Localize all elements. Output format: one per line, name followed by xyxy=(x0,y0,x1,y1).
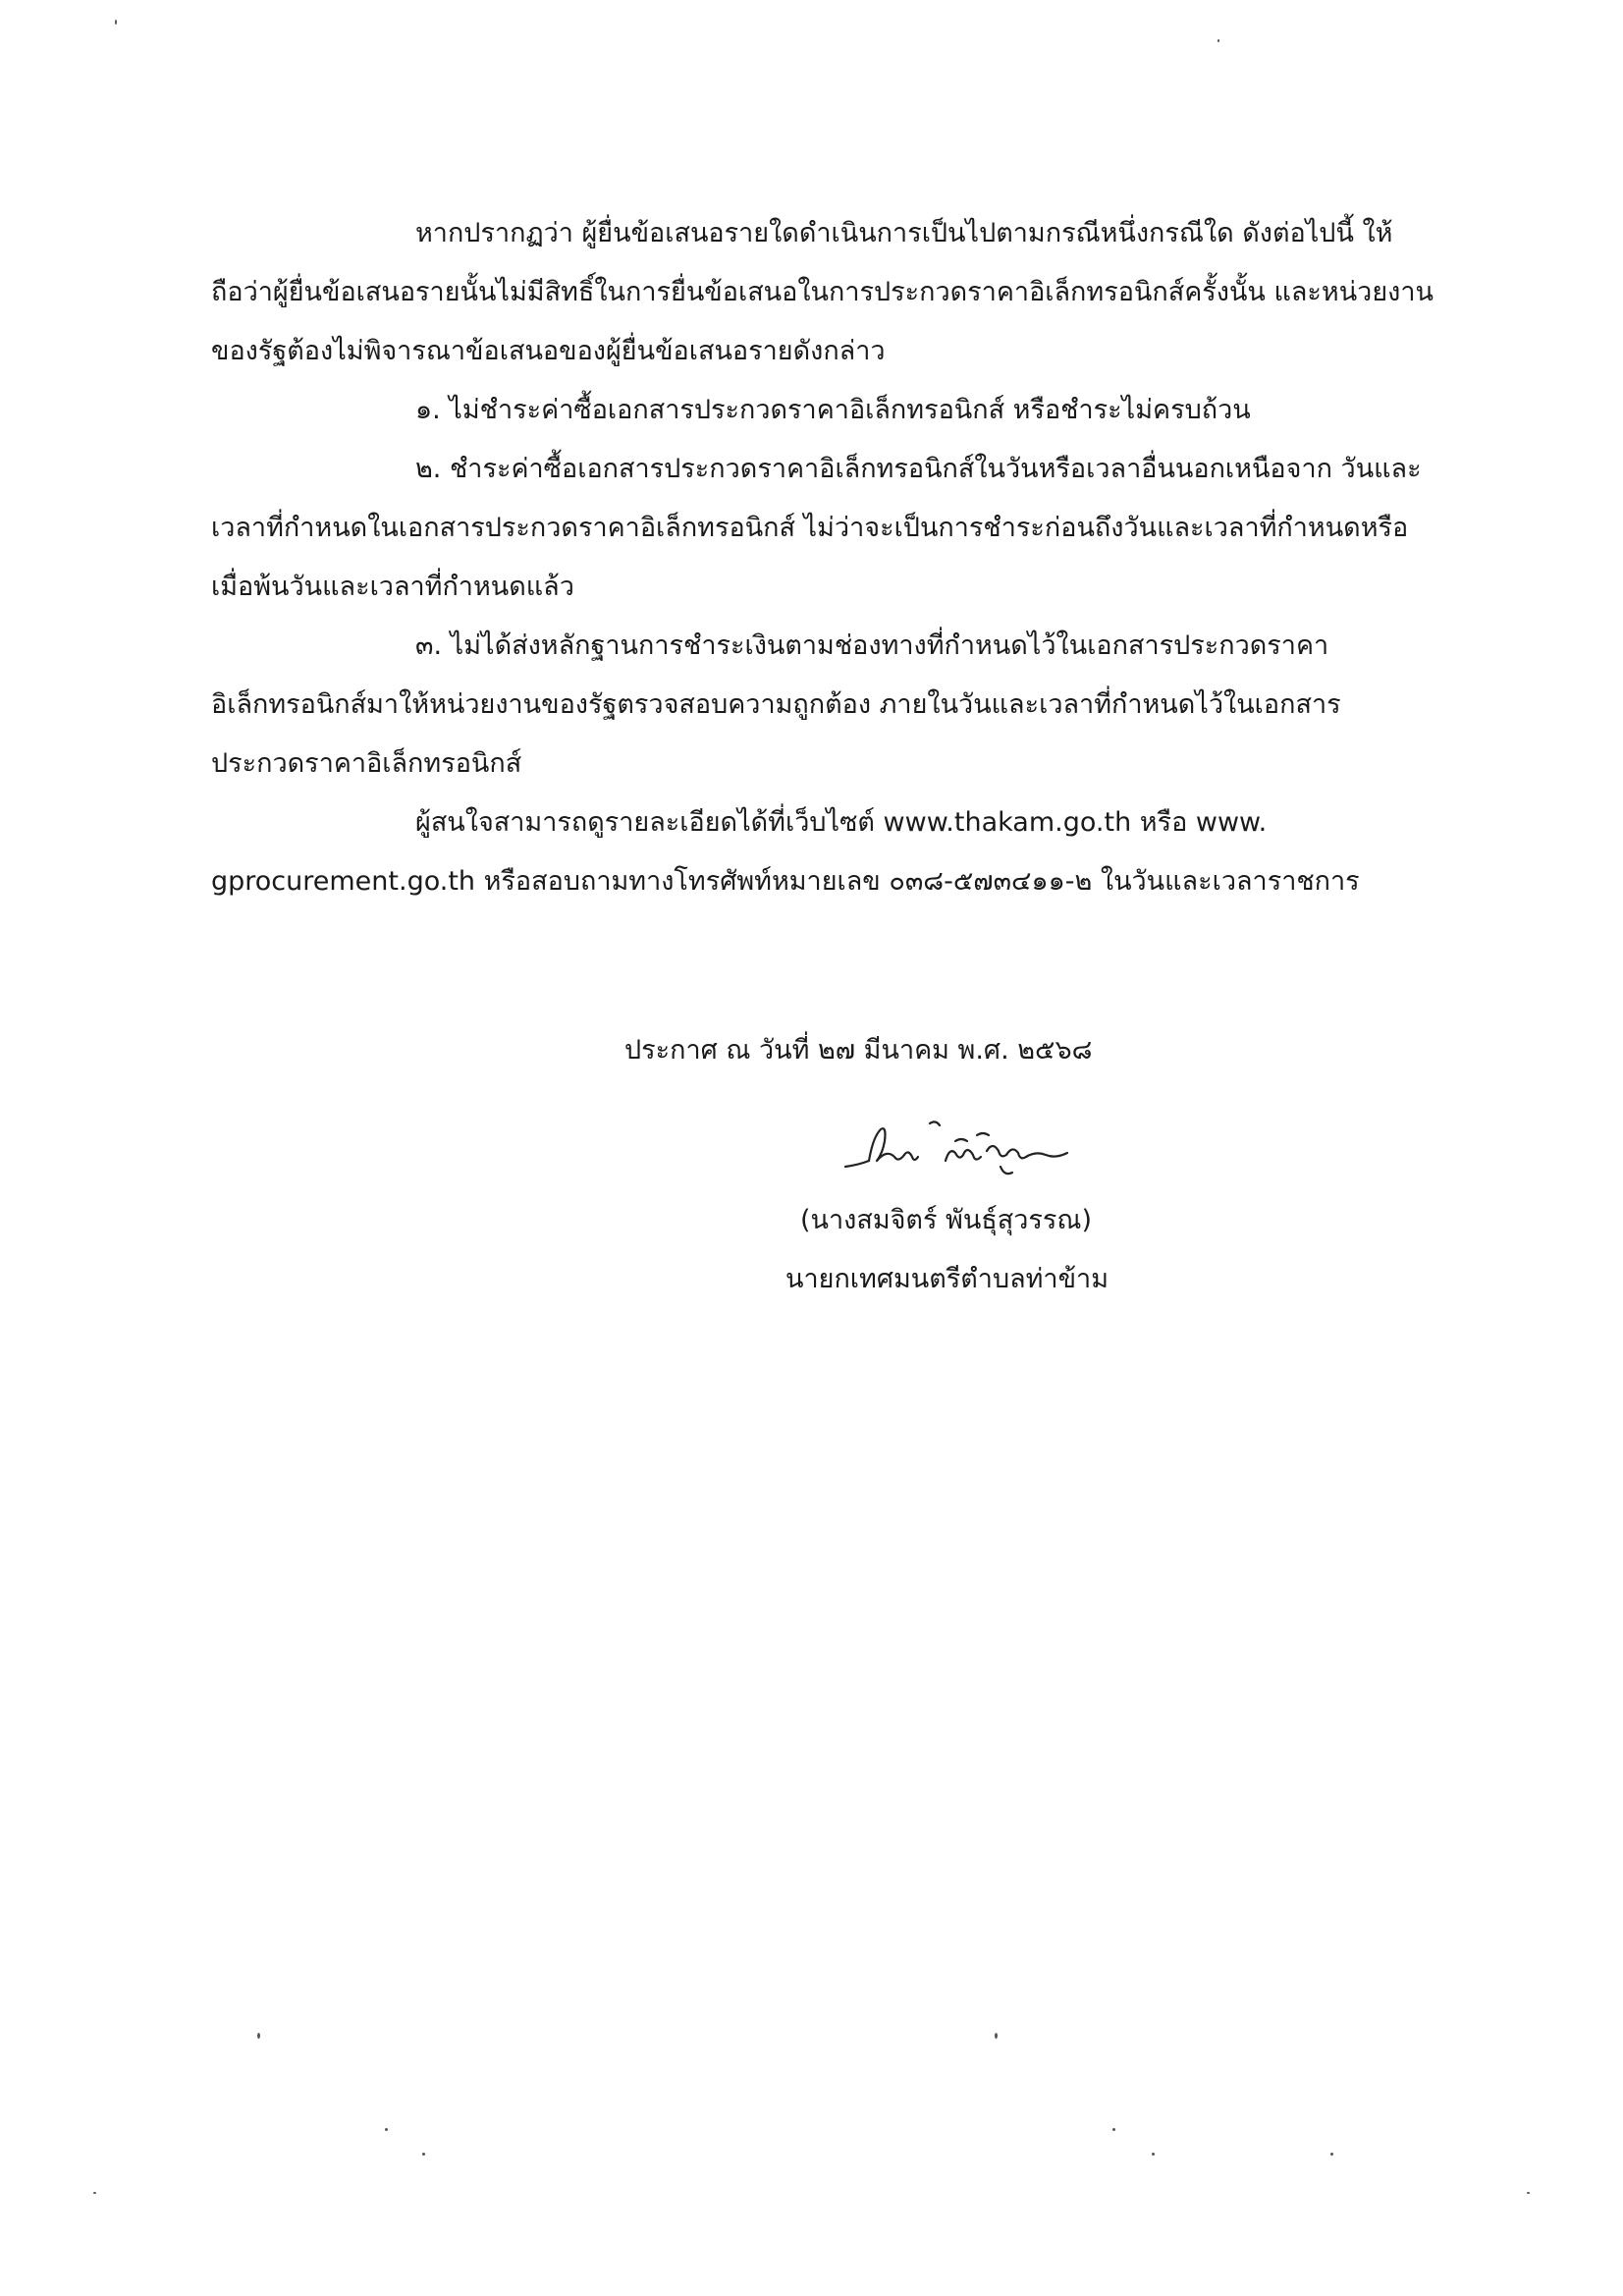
item-2-line-2: เวลาที่กำหนดในเอกสารประกวดราคาอิเล็กทรอนิกส์ ไม่ว่าจะเป็นการชำระก่อนถึงวันและเวลาที่กำหนดหรือ xyxy=(211,513,1409,543)
scan-speck xyxy=(385,2128,388,2131)
paragraph-1-line-3: ของรัฐต้องไม่พิจารณาข้อเสนอของผู้ยื่นข้อเสนอรายดังกล่าว xyxy=(211,336,886,366)
scan-speck xyxy=(1152,2153,1155,2156)
item-3-line-2: อิเล็กทรอนิกส์มาให้หน่วยงานของรัฐตรวจสอบความถูกต้อง ภายในวันและเวลาที่กำหนดไว้ในเอกสาร xyxy=(211,689,1341,720)
item-2-line-1: ๒. ชำระค่าซื้อเอกสารประกวดราคาอิเล็กทรอนิกส์ในวันหรือเวลาอื่นนอกเหนือจาก วันและ xyxy=(415,454,1422,484)
scan-speck xyxy=(1330,2153,1333,2156)
scan-speck xyxy=(1527,2192,1530,2194)
contact-line-1: ผู้สนใจสามารถดูรายละเอียดได้ที่เว็บไซต์ www.thakam.go.th หรือ www. xyxy=(415,807,1268,838)
announcement-date: ประกาศ ณ วันที่ ๒๗ มีนาคม พ.ศ. ๒๕๖๘ xyxy=(624,1035,1093,1066)
scan-speck xyxy=(995,2033,998,2039)
item-2-line-3: เมื่อพ้นวันและเวลาที่กำหนดแล้ว xyxy=(211,572,574,602)
item-1-line-1: ๑. ไม่ชำระค่าซื้อเอกสารประกวดราคาอิเล็กทรอนิกส์ หรือชำระไม่ครบถ้วน xyxy=(415,395,1251,425)
signer-title: นายกเทศมนตรีตำบลท่าข้าม xyxy=(785,1264,1109,1294)
scan-speck xyxy=(115,20,117,25)
announcement-body xyxy=(211,204,1438,911)
scan-speck xyxy=(422,2153,425,2156)
scan-speck xyxy=(1217,39,1219,42)
contact-line-2: gprocurement.go.th หรือสอบถามทางโทรศัพท์หมายเลข ๐๓๘-๕๗๓๔๑๑-๒ ในวันและเวลาราชการ xyxy=(211,866,1360,897)
paragraph-1-line-2: ถือว่าผู้ยื่นข้อเสนอรายนั้นไม่มีสิทธิ์ในการยื่นข้อเสนอในการประกวดราคาอิเล็กทรอนิกส์ครั้งนั้น และหน่วยงาน xyxy=(211,277,1434,307)
handwritten-signature xyxy=(839,1112,1075,1200)
scan-speck xyxy=(93,2192,96,2194)
scan-speck xyxy=(257,2033,260,2039)
signer-name: (นางสมจิตร์ พันธุ์สุวรรณ) xyxy=(800,1205,1093,1235)
item-3-line-3: ประกวดราคาอิเล็กทรอนิกส์ xyxy=(211,748,522,779)
paragraph-1-line-1: หากปรากฏว่า ผู้ยื่นข้อเสนอรายใดดำเนินการเป็นไปตามกรณีหนึ่งกรณีใด ดังต่อไปนี้ ให้ xyxy=(415,218,1393,248)
item-3-line-1: ๓. ไม่ได้ส่งหลักฐานการชำระเงินตามช่องทางที่กำหนดไว้ในเอกสารประกวดราคา xyxy=(415,630,1329,661)
scan-speck xyxy=(1112,2128,1115,2131)
